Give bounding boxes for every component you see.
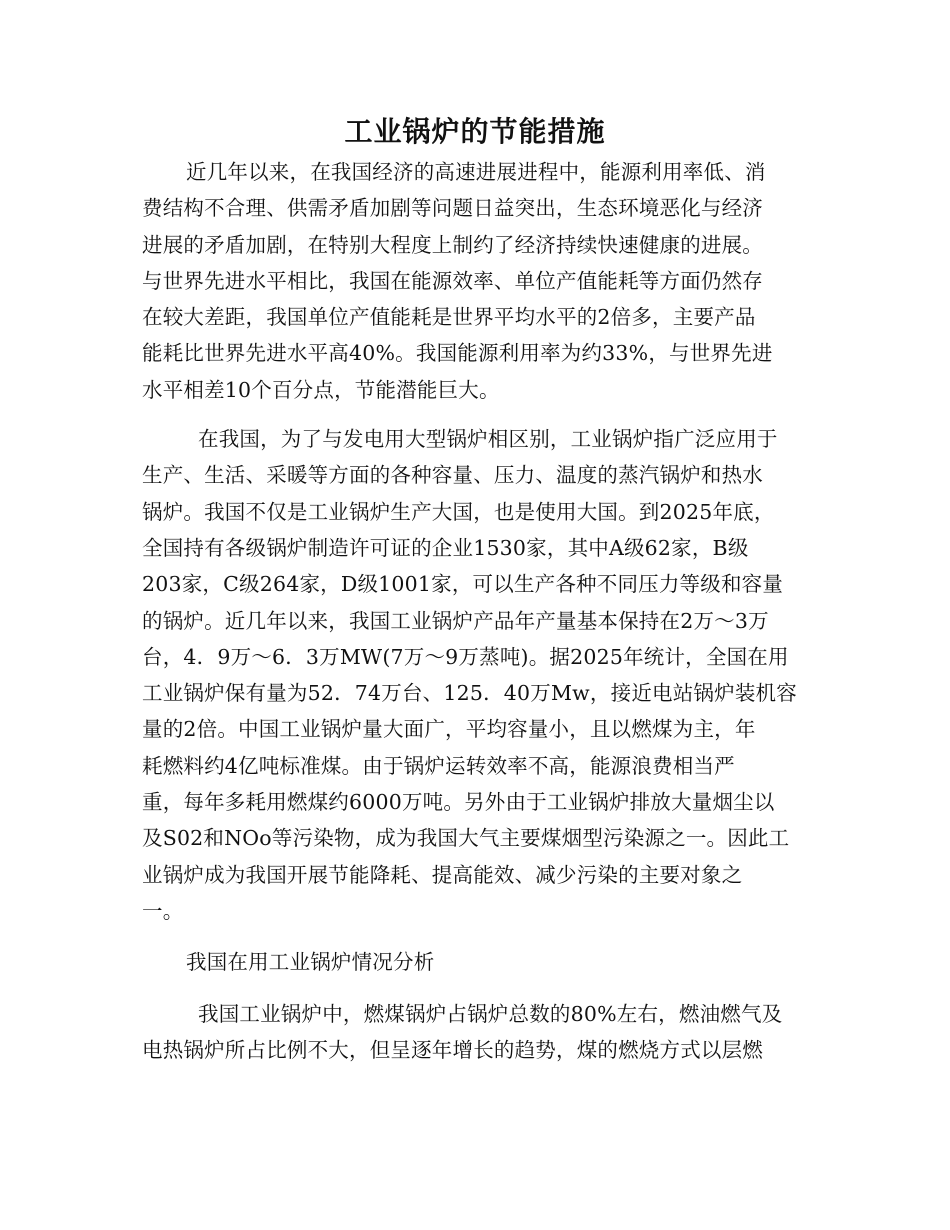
text-line: 在我国，为了与发电用大型锅炉相区别，工业锅炉指广泛应用于	[198, 427, 778, 452]
paragraph-gap	[142, 929, 814, 944]
text-line: 生产、生活、采暖等方面的各种容量、压力、温度的蒸汽锅炉和热水	[142, 463, 763, 488]
text-line: 在较大差距，我国单位产值能耗是世界平均水平的2倍多，主要产品	[142, 305, 756, 330]
text-line: 与世界先进水平相比，我国在能源效率、单位产值能耗等方面仍然存	[142, 268, 763, 293]
text-line: 量的2倍。中国工业锅炉量大面广，平均容量小，且以燃煤为主，年	[142, 717, 756, 742]
paragraph-3	[142, 996, 814, 1069]
text-line: 锅炉。我国不仅是工业锅炉生产大国，也是使用大国。到2025年底，	[142, 499, 775, 524]
text-line: 进展的矛盾加剧，在特别大程度上制约了经济持续快速健康的进展。	[142, 232, 763, 257]
text-line: 全国持有各级锅炉制造许可证的企业1530家，其中A级62家，B级	[142, 535, 749, 560]
paragraph-1	[142, 154, 814, 408]
document-body	[142, 154, 814, 1068]
text-line: 的锅炉。近几年以来，我国工业锅炉产品年产量基本保持在2万～3万	[142, 608, 769, 633]
paragraph-2	[142, 421, 814, 929]
text-line: 一。	[142, 898, 184, 923]
text-line: 费结构不合理、供需矛盾加剧等问题日益突出，生态环境恶化与经济	[142, 196, 763, 221]
text-line: 水平相差10个百分点，节能潜能巨大。	[142, 377, 500, 402]
text-line: 重，每年多耗用燃煤约6000万吨。另外由于工业锅炉排放大量烟尘以	[142, 790, 775, 815]
text-line: 工业锅炉保有量为52．74万台、125．40万Mw，接近电站锅炉装机容	[142, 681, 797, 706]
section-heading: 我国在用工业锅炉情况分析	[186, 950, 435, 975]
text-line: 能耗比世界先进水平高40%。我国能源利用率为约33%，与世界先进	[142, 341, 773, 366]
text-line: 电热锅炉所占比例不大，但呈逐年增长的趋势，煤的燃烧方式以层燃	[142, 1037, 763, 1062]
paragraph-gap	[142, 981, 814, 996]
text-line: 业锅炉成为我国开展节能降耗、提高能效、减少污染的主要对象之	[142, 862, 743, 887]
text-line: 及S02和NOo等污染物，成为我国大气主要煤烟型污染源之一。因此工	[142, 826, 790, 851]
text-line: 台，4．9万～6．3万MW(7万～9万蒸吨)。据2025年统计，全国在用	[142, 644, 789, 669]
text-line: 我国工业锅炉中，燃煤锅炉占锅炉总数的80%左右，燃油燃气及	[198, 1001, 783, 1026]
text-line: 近几年以来，在我国经济的高速进展进程中，能源利用率低、消	[186, 160, 766, 184]
document-title: 工业锅炉的节能措施	[344, 115, 606, 148]
text-line: 耗燃料约4亿吨标准煤。由于锅炉运转效率不高，能源浪费相当严	[142, 753, 735, 778]
paragraph-gap	[142, 408, 814, 421]
text-line: 203家，C级264家，D级1001家，可以生产各种不同压力等级和容量	[142, 572, 784, 597]
